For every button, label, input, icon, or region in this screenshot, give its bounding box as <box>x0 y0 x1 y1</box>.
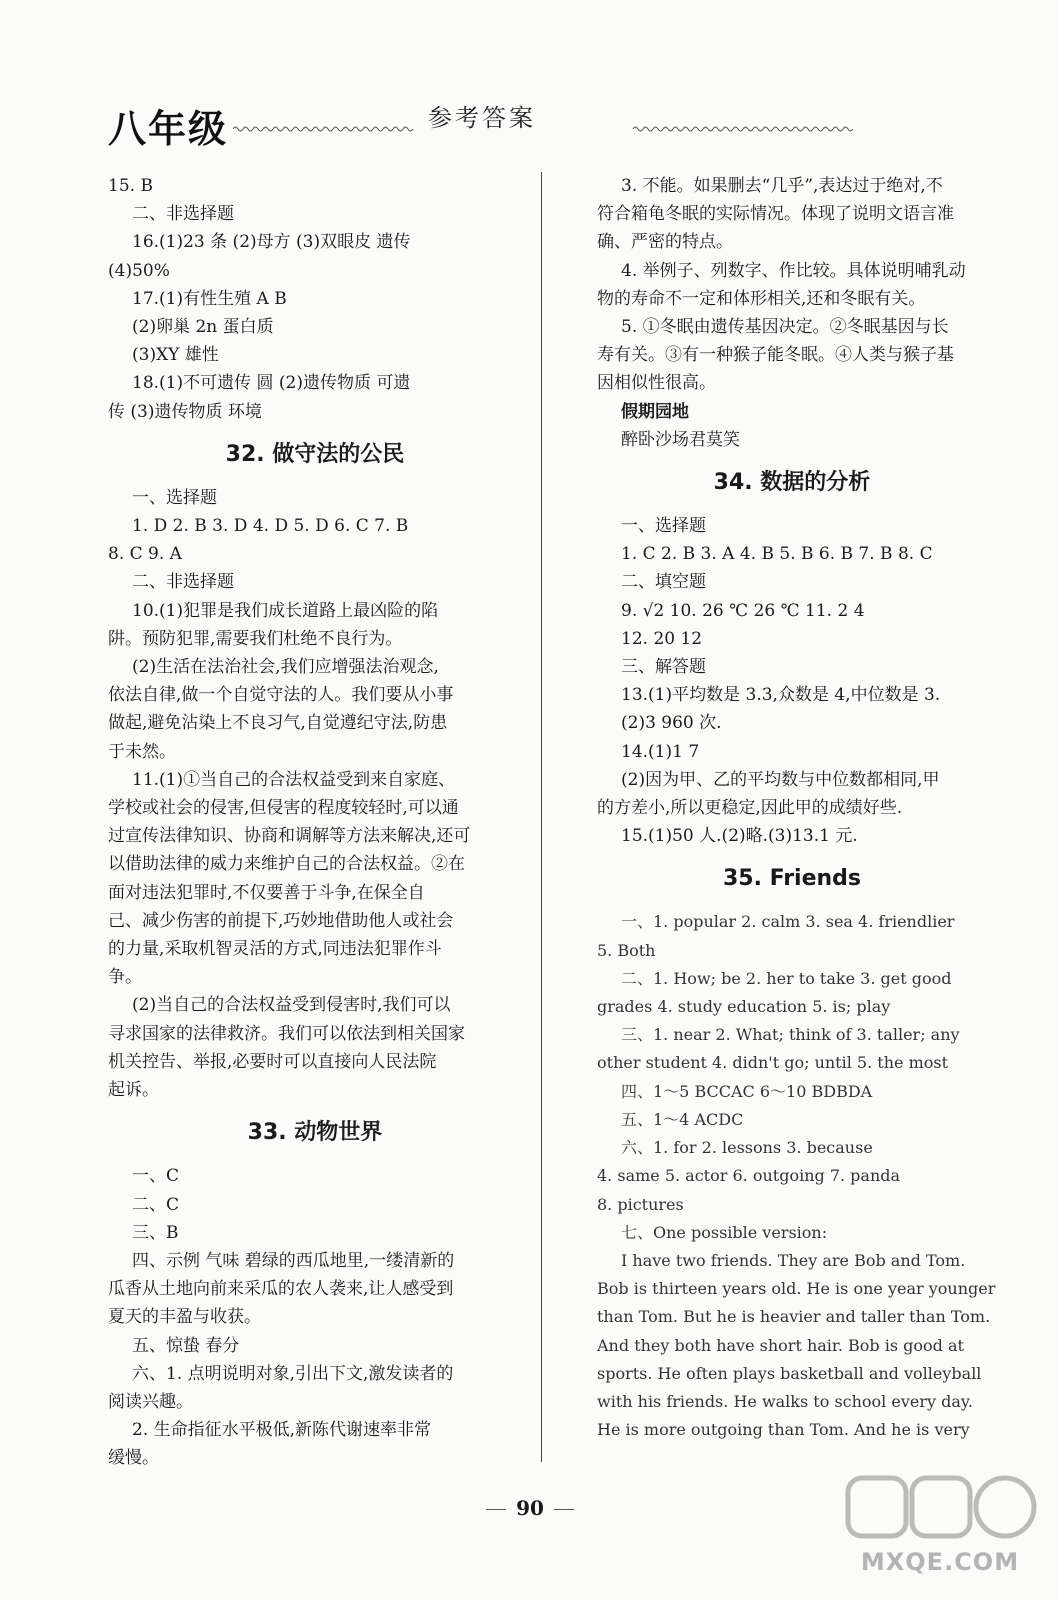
answer-line: (2)卵巢 2n 蛋白质 <box>132 317 274 338</box>
page-number: 90 <box>516 1496 544 1520</box>
answer-line: 机关控告、举报,必要时可以直接向人民法院 <box>108 1051 437 1072</box>
answer-line: 4. 举例子、列数字、作比较。具体说明哺乳动 <box>621 260 966 281</box>
column-divider <box>541 172 542 1462</box>
answer-line: 夏天的丰盈与收获。 <box>108 1307 261 1328</box>
answer-line: 一、C <box>132 1166 180 1187</box>
grade-title: 八年级 <box>108 107 229 151</box>
answer-line: with his friends. He walks to school every day. <box>597 1391 973 1411</box>
answer-line: 五、惊蛰 春分 <box>132 1335 240 1356</box>
answer-line: (2)因为甲、乙的平均数与中位数都相同,甲 <box>621 769 940 790</box>
answer-line: 18.(1)不可遗传 圆 (2)遗传物质 可遗 <box>132 373 411 394</box>
watermark-logo <box>840 1470 1040 1580</box>
page-header <box>108 92 748 152</box>
answer-line: 的方差小,所以更稳定,因此甲的成绩好些. <box>597 798 903 819</box>
answer-line: 14.(1)1 7 <box>621 741 700 762</box>
answer-line: than Tom. But he is heavier and taller than Tom. <box>597 1307 991 1327</box>
answer-line: 8. pictures <box>597 1194 684 1214</box>
answer-line: 二、非选择题 <box>132 204 234 225</box>
answer-line: 七、One possible version: <box>621 1222 828 1242</box>
answer-line: 17.(1)有性生殖 A B <box>132 288 287 309</box>
answer-line: 起诉。 <box>108 1080 159 1101</box>
answer-line: 12. 20 12 <box>621 628 703 649</box>
answer-line: 六、1. for 2. lessons 3. because <box>621 1138 873 1158</box>
answer-line: (4)50% <box>108 260 170 281</box>
answer-line: 醉卧沙场君莫笑 <box>621 429 740 450</box>
section-title: 参考答案 <box>428 104 536 132</box>
answer-line: 2. 生命指征水平极低,新陈代谢速率非常 <box>132 1420 432 1441</box>
answer-line: 一、选择题 <box>621 516 706 537</box>
answer-line: 面对违法犯罪时,不仅要善于斗争,在保全自 <box>108 882 425 903</box>
answer-line: 四、示例 气味 碧绿的西瓜地里,一缕清新的 <box>132 1250 455 1271</box>
answer-line: 15. B <box>108 176 153 196</box>
answer-line: I have two friends. They are Bob and Tom. <box>621 1250 966 1270</box>
answer-line: 争。 <box>108 967 142 988</box>
answer-line: 符合箱龟冬眠的实际情况。体现了说明文语言准 <box>597 204 954 225</box>
answer-line: 阱。预防犯罪,需要我们杜绝不良行为。 <box>108 628 403 649</box>
footer-dash-left <box>486 1509 506 1510</box>
answer-line: And they both have short hair. Bob is good at <box>597 1335 964 1355</box>
answer-line: 三、1. near 2. What; think of 3. taller; any <box>621 1025 960 1045</box>
answer-line: 三、B <box>132 1222 179 1243</box>
answer-line: 一、1. popular 2. calm 3. sea 4. friendlier <box>621 912 955 932</box>
answer-line: 阅读兴趣。 <box>108 1391 193 1412</box>
answer-line: 以借助法律的威力来维护自己的合法权益。②在 <box>108 854 465 875</box>
answer-line: grades 4. study education 5. is; play <box>597 997 891 1017</box>
answer-line: 做起,避免沾染上不良习气,自觉遵纪守法,防患 <box>108 713 448 734</box>
answer-line: He is more outgoing than Tom. And he is very <box>597 1420 970 1440</box>
answer-line: 瓜香从土地向前来采瓜的农人袭来,让人感受到 <box>108 1279 454 1300</box>
answer-line: 4. same 5. actor 6. outgoing 7. panda <box>597 1166 901 1186</box>
answer-line: 16.(1)23 条 (2)母方 (3)双眼皮 遗传 <box>132 232 411 253</box>
answer-line: 于未然。 <box>108 741 176 762</box>
page-footer <box>470 1496 590 1520</box>
answer-line: (2)当自己的合法权益受到侵害时,我们可以 <box>132 995 451 1016</box>
right-column <box>597 172 996 1444</box>
answer-line: 二、非选择题 <box>132 572 234 593</box>
answer-line: 5. Both <box>597 940 656 960</box>
answer-line: 5. ①冬眠由遗传基因决定。②冬眠基因与长 <box>621 317 949 338</box>
answer-line: other student 4. didn't go; until 5. the most <box>597 1053 949 1073</box>
section-heading: 34. 数据的分析 <box>713 470 871 496</box>
answer-line: 五、1～4 ACDC <box>621 1109 744 1129</box>
answer-line: 的力量,采取机智灵活的方式,同违法犯罪作斗 <box>108 939 442 960</box>
left-column <box>108 172 522 1473</box>
answer-line: 寿有关。③有一种猴子能冬眠。④人类与猴子基 <box>597 345 954 366</box>
answer-line: 学校或社会的侵害,但侵害的程度较轻时,可以通 <box>108 798 459 819</box>
answer-line: 9. √2 10. 26 ℃ 26 ℃ 11. 2 4 <box>621 600 865 621</box>
answer-line: 一、选择题 <box>132 487 217 508</box>
answer-line: 10.(1)犯罪是我们成长道路上最凶险的陷 <box>132 600 439 621</box>
answer-line: 二、1. How; be 2. her to take 3. get good <box>621 968 952 988</box>
section-heading: 35. Friends <box>722 866 862 892</box>
answer-line: 过宣传法律知识、协商和调解等方法来解决,还可 <box>108 826 471 847</box>
answer-line: 假期园地 <box>621 401 689 422</box>
answer-line: 寻求国家的法律救济。我们可以依法到相关国家 <box>108 1023 465 1044</box>
answer-line: 缓慢。 <box>108 1448 159 1469</box>
answer-line: 15.(1)50 人.(2)略.(3)13.1 元. <box>621 826 858 847</box>
section-heading: 32. 做守法的公民 <box>225 441 405 467</box>
answer-line: 物的寿命不一定和体形相关,还和冬眠有关。 <box>597 288 926 309</box>
footer-dash-right <box>554 1509 574 1510</box>
answer-line: 四、1～5 BCCAC 6～10 BDBDA <box>621 1081 873 1101</box>
answer-line: 1. D 2. B 3. D 4. D 5. D 6. C 7. B <box>132 516 409 537</box>
answer-line: 因相似性很高。 <box>597 373 716 394</box>
answer-line: 8. C 9. A <box>108 544 182 565</box>
answer-line: 己、减少伤害的前提下,巧妙地借助他人或社会 <box>108 910 454 931</box>
answer-line: 六、1. 点明说明对象,引出下文,激发读者的 <box>132 1363 454 1384</box>
answer-line: 二、填空题 <box>621 572 706 593</box>
answer-line: (2)3 960 次. <box>621 713 722 734</box>
answer-line: 确、严密的特点。 <box>597 232 733 253</box>
answer-line: 依法自律,做一个自觉守法的人。我们要从小事 <box>108 685 454 706</box>
watermark-text: MXQE.COM <box>860 1548 1020 1576</box>
wavy-rule <box>233 120 853 134</box>
answer-line: sports. He often plays basketball and volleyball <box>597 1363 982 1383</box>
watermark-badge-icon <box>840 1470 1040 1550</box>
answer-line: 传 (3)遗传物质 环境 <box>108 401 262 422</box>
answer-line: 二、C <box>132 1194 180 1215</box>
answer-line: 1. C 2. B 3. A 4. B 5. B 6. B 7. B 8. C <box>621 544 933 565</box>
answer-line: 三、解答题 <box>621 657 706 678</box>
answer-line: 3. 不能。如果删去“几乎”,表达过于绝对,不 <box>621 176 943 196</box>
answer-line: (2)生活在法治社会,我们应增强法治观念, <box>132 657 439 678</box>
answer-line: 11.(1)①当自己的合法权益受到来自家庭、 <box>132 769 456 790</box>
section-heading: 33. 动物世界 <box>247 1120 383 1146</box>
answer-line: (3)XY 雄性 <box>132 345 219 366</box>
answer-line: Bob is thirteen years old. He is one year younger <box>597 1279 996 1299</box>
answer-line: 13.(1)平均数是 3.3,众数是 4,中位数是 3. <box>621 685 941 706</box>
